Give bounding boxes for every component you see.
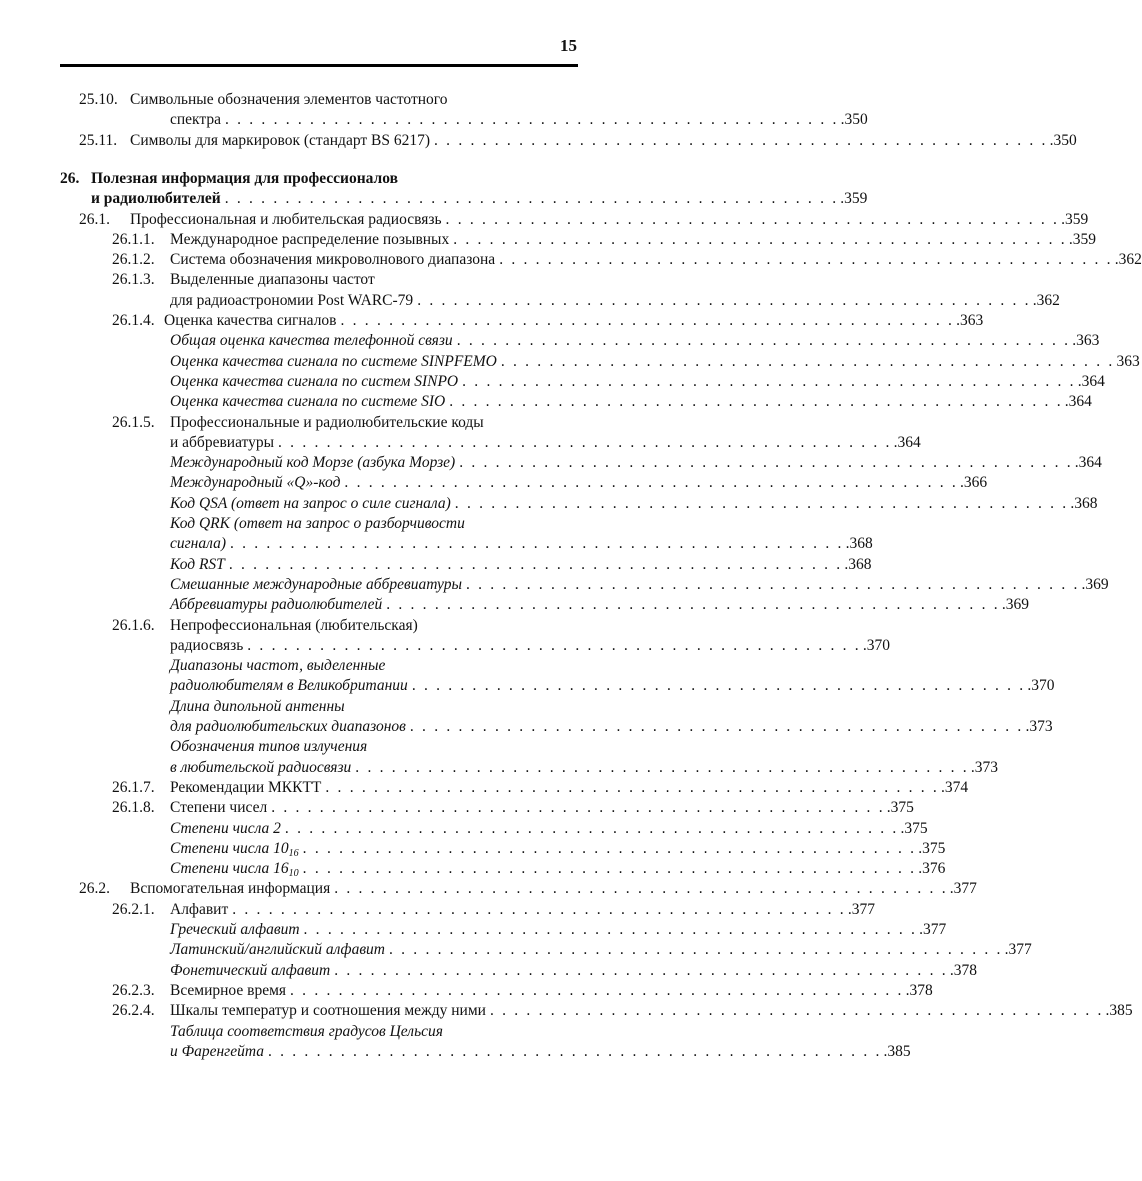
toc-entry-page: .373 [1025,718,1053,735]
toc-entry-title: Символьные обозначения элементов частотного [130,90,452,110]
dot-leader: . . . . . . . . . . . . . . . . . . . . . . . . . . . . . . . . . . . . . . . . . . . . . . . . . . . [453,230,1067,248]
dot-leader: . . . . . . . . . . . . . . . . . . . . . . . . . . . . . . . . . . . . . . . . . . . . . . . . . . . [224,190,839,208]
toc-entry-title: в любительской радиосвязи [170,758,355,778]
dot-leader: . . . . . . . . . . . . . . . . . . . . . . . . . . . . . . . . . . . . . . . . . . . . . . . . . . . [445,210,1060,228]
toc-entry-number: 26.1. [79,210,110,228]
toc-entry-title: Фонетический алфавит [170,961,334,981]
toc-entry [91,189,868,209]
toc-entry-title: Оценка качества сигналов [164,311,341,331]
toc-entry [170,778,969,798]
toc-entry [170,230,1096,250]
toc-entry-page: .359 [840,190,868,208]
dot-leader: . . . . . . . . . . . . . . . . . . . . . . . . . . . . . . . . . . . . . . . . . . . . . . . . . . . [302,839,917,857]
toc-entry-page: .370 [1027,677,1055,695]
toc-entry [170,819,928,839]
dot-leader: . . . . . . . . . . . . . . . . . . . . . . . . . . . . . . . . . . . . . . . . . . . . . . . . . . . [500,352,1115,370]
dot-leader: . . . . . . . . . . . . . . . . . . . . . . . . . . . . . . . . . . . . . . . . . . . . . . . . . . . [232,900,846,918]
toc-entry-page: .377 [949,880,977,898]
toc-entry-page: .362 [1032,291,1060,309]
toc-entry-title: и аббревиатуры [170,433,278,453]
toc-entry-number: 26.2.3. [112,981,155,999]
dot-leader: . . . . . . . . . . . . . . . . . . . . . . . . . . . . . . . . . . . . . . . . . . . . . . . . . . . [303,921,918,938]
toc-entry [170,494,1098,514]
toc-entry-title: Код QSA (ответ на запрос о силе сигнала) [170,494,455,514]
toc-entry-number: 26.1.3. [112,271,155,289]
toc-entry [170,291,1060,311]
toc-entry [170,1042,911,1062]
toc-entry-title: Греческий алфавит [170,920,304,940]
toc-entry [170,1022,576,1042]
toc-entry-page: .376 [918,860,946,878]
toc-entry [170,514,576,534]
toc-entry-title: Обозначения типов излучения [170,737,371,757]
toc-entry-title: Оценка качества сигнала по системе SIO [170,392,449,412]
toc-entry-page: .377 [847,900,875,918]
toc-entry-title: Вспомогательная информация [130,879,334,899]
toc-entry-title: Международный «Q»-код [170,473,344,493]
toc-entry-page: .359 [1068,230,1096,248]
toc-entry-title: Профессиональные и радиолюбительские коды [170,413,488,433]
dot-leader: . . . . . . . . . . . . . . . . . . . . . . . . . . . . . . . . . . . . . . . . . . . . . . . . . . . [454,494,1069,512]
toc-entry [170,433,921,453]
toc-entry [170,372,1105,392]
toc-entry-number: 26.1.6. [112,616,155,634]
toc-entry-page: .375 [900,819,928,837]
toc-entry-title: Смешанные международные аббревиатуры [170,575,466,595]
dot-leader: . . . . . . . . . . . . . . . . . . . . . . . . . . . . . . . . . . . . . . . . . . . . . . . . . . . [411,677,1026,695]
dot-leader: . . . . . . . . . . . . . . . . . . . . . . . . . . . . . . . . . . . . . . . . . . . . . . . . . . . [449,393,1063,411]
dot-leader: . . . . . . . . . . . . . . . . . . . . . . . . . . . . . . . . . . . . . . . . . . . . . . . . . . . [229,535,844,553]
dot-leader: . . . . . . . . . . . . . . . . . . . . . . . . . . . . . . . . . . . . . . . . . . . . . . . . . . . [278,433,892,451]
toc-entry-title: Международное распределение позывных [170,230,453,250]
toc-entry-page: .369 [1001,596,1029,614]
toc-entry-number: 26.1.1. [112,230,155,248]
toc-entry-number: 26.1.5. [112,413,155,431]
toc-entry-title: Шкалы температур и соотношения между ними [170,1001,490,1021]
toc-entry [170,961,977,981]
dot-leader: . . . . . . . . . . . . . . . . . . . . . . . . . . . . . . . . . . . . . . . . . . . . . . . . . . . [228,555,843,573]
toc-entry-title: для радиоастрономии Post WARC-79 [170,291,417,311]
dot-leader: . . . . . . . . . . . . . . . . . . . . . . . . . . . . . . . . . . . . . . . . . . . . . . . . . . . [355,758,969,776]
toc-entry [130,210,1089,230]
toc-entry-title: Международный код Морзе (азбука Морзе) [170,453,459,473]
toc-entry-page: .378 [949,961,977,979]
toc-entry-number: 26.1.7. [112,778,155,796]
toc-entry-page: .385 [1105,1002,1133,1020]
toc-entry-title: и Фаренгейта [170,1042,268,1062]
toc-entry-title: Непрофессиональная (любительская) [170,616,422,636]
toc-entry-title: радиосвязь [170,636,247,656]
toc-entry-title: Аббревиатуры радиолюбителей [170,595,386,615]
dot-leader: . . . . . . . . . . . . . . . . . . . . . . . . . . . . . . . . . . . . . . . . . . . . . . . . . . . [344,474,958,492]
toc-entry [170,758,998,778]
toc-entry [170,920,947,940]
dot-leader: . . . . . . . . . . . . . . . . . . . . . . . . . . . . . . . . . . . . . . . . . . . . . . . . . . . [409,718,1024,735]
dot-leader: . . . . . . . . . . . . . . . . . . . . . . . . . . . . . . . . . . . . . . . . . . . . . . . . . . . [334,961,948,979]
toc-entry-title: Оценка качества сигнала по систем SINPO [170,372,462,392]
toc-entry [170,595,1029,615]
toc-entry-page: .368 [1070,494,1098,512]
dot-leader: . . . . . . . . . . . . . . . . . . . . . . . . . . . . . . . . . . . . . . . . . . . . . . . . . . . [434,131,1048,149]
toc-entry [91,169,576,189]
toc-entry-number: 26.1.4. [112,312,155,329]
toc-entry-page: .364 [1077,372,1105,390]
toc-entry [170,250,1142,270]
toc-entry-number: 25.10. [79,91,118,108]
toc-entry-page: .370 [862,636,890,654]
toc-entry [170,555,872,575]
toc-entry-title: Латинский/английский алфавит [170,940,389,960]
toc-entry-title: Символы для маркировок (стандарт BS 6217) [130,131,434,151]
dot-leader: . . . . . . . . . . . . . . . . . . . . . . . . . . . . . . . . . . . . . . . . . . . . . . . . . . . [247,636,861,654]
toc-entry-page: .368 [845,535,873,553]
toc-entry-title: и радиолюбителей [91,189,225,209]
toc-entry-page: .364 [1074,454,1102,472]
toc-entry-number: 26. [60,169,80,187]
dot-leader: . . . . . . . . . . . . . . . . . . . . . . . . . . . . . . . . . . . . . . . . . . . . . . . . . . . [459,454,1073,472]
toc-entry-page: .364 [893,433,921,451]
toc-entry [130,131,1077,151]
dot-leader: . . . . . . . . . . . . . . . . . . . . . . . . . . . . . . . . . . . . . . . . . . . . . . . . . . . [325,778,939,796]
toc-entry-title: Полезная информация для профессионалов [91,169,402,189]
dot-leader: . . . . . . . . . . . . . . . . . . . . . . . . . . . . . . . . . . . . . . . . . . . . . . . . . . . [267,1042,882,1060]
toc-entry [170,110,868,130]
toc-entry [170,940,1032,960]
toc-entry [170,352,1140,372]
toc-entry-title: спектра [170,110,225,130]
toc-entry [170,1001,1133,1021]
toc-entry-number: 26.2.1. [112,900,155,918]
toc-entry-page: .362 [1114,251,1142,269]
toc-entry [170,697,576,717]
toc-entry-page: .377 [919,921,947,938]
toc-entry [170,331,1100,351]
toc-entry [170,737,576,757]
dot-leader: . . . . . . . . . . . . . . . . . . . . . . . . . . . . . . . . . . . . . . . . . . . . . . . . . . . [389,941,1003,959]
dot-leader: . . . . . . . . . . . . . . . . . . . . . . . . . . . . . . . . . . . . . . . . . . . . . . . . . . . [284,819,899,837]
toc-entry-title: Код QRK (ответ на запрос о разборчивости [170,514,469,534]
toc-entry-title: для радиолюбительских диапазонов [170,717,410,737]
toc-entry-page: .385 [883,1042,911,1060]
dot-leader: . . . . . . . . . . . . . . . . . . . . . . . . . . . . . . . . . . . . . . . . . . . . . . . . . . . [489,1002,1104,1020]
toc-entry-title: Степени числа $10_{16}$ [170,839,303,859]
toc-entry-number: 26.1.8. [112,799,155,817]
toc-entry [170,981,933,1001]
toc-entry-page: .377 [1004,941,1032,959]
toc-entry-page: .350 [840,111,868,129]
toc-entry [170,839,946,859]
toc-entry-title: радиолюбителям в Великобритании [170,676,412,696]
toc-entry-page: .359 [1061,210,1089,228]
toc-entry-page: .363 [956,312,984,329]
toc-entry-title: Система обозначения микроволнового диапазона [170,250,499,270]
toc-entry-page: 363 [1116,352,1140,370]
toc-entry-title: Степени числа 2 [170,819,285,839]
toc-entry [170,575,1109,595]
toc-entry-page: .369 [1081,575,1109,593]
page-number: 15 [560,36,577,55]
toc-entry-title: Алфавит [170,900,232,920]
toc-entry-title: Оценка качества сигнала по системе SINPFEMO [170,352,501,372]
toc-entry [170,900,875,920]
toc-entry-page: .374 [940,778,969,796]
toc-entry [170,413,576,433]
toc-entry [170,473,988,493]
dot-leader: . . . . . . . . . . . . . . . . . . . . . . . . . . . . . . . . . . . . . . . . . . . . . . . . . . . [499,251,1113,269]
toc-entry-title: Диапазоны частот, выделенные [170,656,389,676]
toc-entry-title: Общая оценка качества телефонной связи [170,331,457,351]
dot-leader: . . . . . . . . . . . . . . . . . . . . . . . . . . . . . . . . . . . . . . . . . . . . . . . . . . . [417,291,1031,309]
toc-entry-number: 26.1.2. [112,251,155,269]
header-rule [60,64,578,67]
toc-entry [170,798,914,818]
subscript-base: 10 [288,868,299,880]
toc-entry [170,616,576,636]
toc-entry [170,270,576,290]
toc-entry-title: сигнала) [170,534,230,554]
toc-entry-page: .363 [1072,332,1100,350]
toc-entry [170,676,1055,696]
toc-entry-title: Код RST [170,555,229,575]
dot-leader: . . . . . . . . . . . . . . . . . . . . . . . . . . . . . . . . . . . . . . . . . . . . . . . . . . . [386,596,1000,614]
toc-entry-title: Всемирное время [170,981,290,1001]
toc-entry [170,859,946,880]
dot-leader: . . . . . . . . . . . . . . . . . . . . . . . . . . . . . . . . . . . . . . . . . . . . . . . . . . . [302,860,917,878]
toc-entry-page: .350 [1049,131,1077,149]
toc-entry-title: Выделенные диапазоны частот [170,270,379,290]
toc-entry [170,656,576,676]
toc-entry [130,879,977,899]
toc-entry-title: Длина дипольной антенны [170,697,349,717]
subscript-base: 16 [288,847,299,859]
toc-entry-page: .364 [1064,393,1092,411]
toc-entry [170,636,890,656]
dot-leader: . . . . . . . . . . . . . . . . . . . . . . . . . . . . . . . . . . . . . . . . . . . . . . . . . . . [465,575,1080,593]
toc-entry-title: Профессиональная и любительская радиосвязь [130,210,446,230]
dot-leader: . . . . . . . . . . . . . . . . . . . . . . . . . . . . . . . . . . . . . . . . . . . . . . . . . . . [224,111,839,129]
toc-entry-title: Таблица соответствия градусов Цельсия [170,1022,447,1042]
toc-entry [164,311,984,331]
toc-entry-title: Степени чисел [170,798,271,818]
toc-entry-page: .375 [886,799,914,817]
toc-entry-title: Степени числа $16_{10}$ [170,859,303,879]
toc-entry-number: 26.2.4. [112,1002,155,1020]
dot-leader: . . . . . . . . . . . . . . . . . . . . . . . . . . . . . . . . . . . . . . . . . . . . . . . . . . . [456,332,1071,350]
toc-entry-page: .378 [905,981,933,999]
toc-entry-number: 26.2. [79,880,110,898]
toc-entry-page: .373 [970,758,998,776]
toc-entry [170,717,1053,737]
dot-leader: . . . . . . . . . . . . . . . . . . . . . . . . . . . . . . . . . . . . . . . . . . . . . . . . . . . [462,372,1076,390]
toc-entry [170,392,1092,412]
dot-leader: . . . . . . . . . . . . . . . . . . . . . . . . . . . . . . . . . . . . . . . . . . . . . . . . . . . [290,981,904,999]
toc-entry [170,534,873,554]
dot-leader: . . . . . . . . . . . . . . . . . . . . . . . . . . . . . . . . . . . . . . . . . . . . . . . . . . . [271,799,885,817]
toc-entry [170,453,1102,473]
toc-entry [130,90,576,110]
toc-entry-title: Рекомендации МККТТ [170,778,325,798]
toc-entry-number: 25.11. [79,131,118,149]
dot-leader: . . . . . . . . . . . . . . . . . . . . . . . . . . . . . . . . . . . . . . . . . . . . . . . . . . . [340,312,955,329]
toc-entry-page: .368 [844,555,872,573]
toc-entry-page: .366 [960,474,988,492]
dot-leader: . . . . . . . . . . . . . . . . . . . . . . . . . . . . . . . . . . . . . . . . . . . . . . . . . . . [334,880,948,898]
toc-entry-page: .375 [918,839,946,857]
